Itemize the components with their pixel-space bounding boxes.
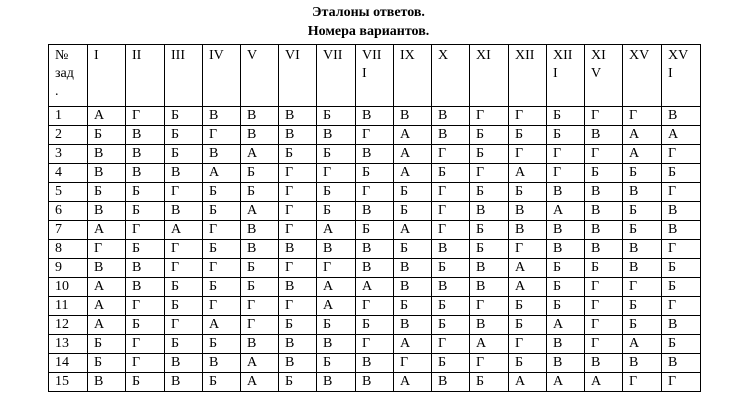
answer-cell: Б (126, 240, 165, 259)
answer-cell: В (623, 183, 662, 202)
answer-cell: А (547, 373, 585, 392)
answer-cell: В (317, 335, 356, 354)
answer-cell: Г (126, 221, 165, 240)
answer-cell: Б (432, 354, 470, 373)
answer-cell: В (356, 259, 394, 278)
answer-cell: Б (509, 316, 547, 335)
answer-cell: В (88, 373, 126, 392)
answer-cell: Б (126, 202, 165, 221)
answer-cell: В (241, 335, 279, 354)
answer-cell: А (623, 335, 662, 354)
answer-cell: А (241, 145, 279, 164)
answer-cell: А (88, 107, 126, 126)
answer-cell: А (470, 335, 509, 354)
table-row (49, 240, 701, 259)
answer-cell: Г (470, 164, 509, 183)
answer-cell: В (623, 259, 662, 278)
answer-cell: Б (241, 164, 279, 183)
answer-cell: В (470, 202, 509, 221)
answer-cell: Б (623, 164, 662, 183)
answer-cell: Б (623, 221, 662, 240)
page-title: Эталоны ответов. (312, 5, 425, 20)
answer-cell: В (356, 202, 394, 221)
answer-cell: Б (509, 354, 547, 373)
answer-cell: Г (585, 278, 623, 297)
answer-cell: В (394, 259, 432, 278)
answer-cell: А (317, 221, 356, 240)
answer-cell: А (623, 145, 662, 164)
variant-header-10: X (432, 45, 470, 107)
answer-cell: В (394, 278, 432, 297)
answer-cell: В (279, 354, 317, 373)
answer-cell: А (585, 373, 623, 392)
answer-cell: Б (126, 373, 165, 392)
answer-cell: Б (317, 145, 356, 164)
answer-cell: В (662, 107, 701, 126)
answer-cell: Б (509, 297, 547, 316)
answer-cell: В (585, 202, 623, 221)
answer-cell: Г (662, 297, 701, 316)
answer-cell: В (241, 126, 279, 145)
answer-cell: Г (165, 259, 203, 278)
answer-cell: Б (165, 335, 203, 354)
answer-cell: В (317, 373, 356, 392)
answer-cell: А (356, 278, 394, 297)
task-number-cell: 1 (49, 107, 88, 126)
answer-cell: А (88, 316, 126, 335)
task-number-cell: 10 (49, 278, 88, 297)
answer-cell: Б (432, 316, 470, 335)
answer-cell: А (88, 221, 126, 240)
task-number-cell: 11 (49, 297, 88, 316)
task-number-cell: 6 (49, 202, 88, 221)
answer-cell: Г (356, 126, 394, 145)
task-number-cell: 4 (49, 164, 88, 183)
answer-cell: В (126, 126, 165, 145)
answer-cell: В (317, 126, 356, 145)
answer-cell: Г (356, 297, 394, 316)
variant-header-2: II (126, 45, 165, 107)
answer-cell: А (394, 221, 432, 240)
answer-cell: А (509, 278, 547, 297)
answer-cell: Г (470, 297, 509, 316)
task-number-cell: 7 (49, 221, 88, 240)
answer-cell: Г (662, 240, 701, 259)
answer-cell: В (165, 164, 203, 183)
answer-cell: Б (662, 259, 701, 278)
task-number-cell: 2 (49, 126, 88, 145)
answer-cell: Б (165, 107, 203, 126)
answer-cell: Г (165, 316, 203, 335)
task-number-cell: 3 (49, 145, 88, 164)
answer-cell: Б (470, 373, 509, 392)
answer-cell: А (394, 126, 432, 145)
answer-cell: В (547, 335, 585, 354)
variant-header-11: XI (470, 45, 509, 107)
answer-cell: Г (356, 335, 394, 354)
task-number-cell: 9 (49, 259, 88, 278)
answer-cell: Б (394, 240, 432, 259)
answer-cell: Г (126, 107, 165, 126)
answer-cell: Г (165, 183, 203, 202)
answer-cell: Г (547, 145, 585, 164)
answer-cell: Б (470, 183, 509, 202)
answer-cell: В (203, 145, 241, 164)
answer-cell: В (585, 126, 623, 145)
answer-cell: Г (470, 354, 509, 373)
answer-cell: Г (432, 221, 470, 240)
answer-cell: В (432, 373, 470, 392)
answer-cell: Б (165, 126, 203, 145)
variant-header-7: VII (317, 45, 356, 107)
answer-cell: В (547, 354, 585, 373)
answer-cell: Б (662, 164, 701, 183)
answer-cell: Б (623, 297, 662, 316)
answer-cell: Б (203, 278, 241, 297)
answer-cell: Г (279, 202, 317, 221)
answer-cell: В (547, 221, 585, 240)
answer-cell: Б (317, 202, 356, 221)
answer-cell: А (317, 297, 356, 316)
answer-cell: А (203, 164, 241, 183)
answer-cell: Б (547, 107, 585, 126)
answer-cell: В (394, 107, 432, 126)
answer-cell: А (317, 278, 356, 297)
table-row (49, 107, 701, 126)
answer-cell: В (126, 278, 165, 297)
answer-cell: Г (432, 183, 470, 202)
answer-cell: Б (547, 297, 585, 316)
answer-cell: Г (394, 354, 432, 373)
answer-cell: Б (126, 316, 165, 335)
table-row (49, 373, 701, 392)
table-row (49, 145, 701, 164)
answer-cell: Б (432, 164, 470, 183)
task-number-cell: 8 (49, 240, 88, 259)
answer-cell: В (88, 202, 126, 221)
answer-cell: Б (317, 316, 356, 335)
table-row (49, 354, 701, 373)
variant-header-15: XV (623, 45, 662, 107)
answer-cell: В (509, 221, 547, 240)
task-number-cell: 14 (49, 354, 88, 373)
answer-cell: Г (279, 297, 317, 316)
answer-cell: Б (547, 259, 585, 278)
answer-cell: Б (279, 373, 317, 392)
answer-cell: Б (585, 164, 623, 183)
answer-cell: Б (356, 316, 394, 335)
header-row (49, 45, 701, 107)
table-row (49, 335, 701, 354)
answer-cell: В (279, 335, 317, 354)
answer-cell: Г (432, 202, 470, 221)
answer-cell: Б (470, 126, 509, 145)
answer-cell: А (88, 297, 126, 316)
answer-cell: В (165, 202, 203, 221)
answer-cell: В (356, 107, 394, 126)
variant-header-13: XII I (547, 45, 585, 107)
answer-cell: Б (88, 335, 126, 354)
answer-cell: Б (241, 278, 279, 297)
answer-cell: Г (432, 145, 470, 164)
answer-cell: А (662, 126, 701, 145)
answer-cell: А (509, 373, 547, 392)
answer-cell: Б (317, 354, 356, 373)
table-row (49, 183, 701, 202)
answer-cell: Б (585, 259, 623, 278)
answer-cell: Г (241, 316, 279, 335)
table-row (49, 259, 701, 278)
answer-cell: Г (203, 126, 241, 145)
answer-cell: Б (279, 316, 317, 335)
answer-cell: В (432, 107, 470, 126)
answer-cell: В (126, 164, 165, 183)
variant-header-16: XV I (662, 45, 701, 107)
answer-cell: Б (88, 183, 126, 202)
answer-cell: В (356, 240, 394, 259)
variant-header-9: IX (394, 45, 432, 107)
answer-cell: Г (547, 164, 585, 183)
variant-header-3: III (165, 45, 203, 107)
answer-cell: В (203, 354, 241, 373)
answer-cell: В (662, 202, 701, 221)
table-row (49, 316, 701, 335)
answer-cell: В (317, 240, 356, 259)
answer-cell: Б (88, 126, 126, 145)
answer-cell: Г (126, 354, 165, 373)
answer-cell: Г (432, 335, 470, 354)
answer-cell: В (356, 354, 394, 373)
answer-cell: Б (356, 221, 394, 240)
answer-cell: Б (126, 183, 165, 202)
answer-cell: Б (165, 278, 203, 297)
answer-cell: Г (509, 335, 547, 354)
answer-cell: Б (203, 240, 241, 259)
answer-cell: Б (356, 164, 394, 183)
variant-header-14: XI V (585, 45, 623, 107)
answer-cell: Б (470, 145, 509, 164)
answer-cell: Б (432, 297, 470, 316)
answer-cell: Б (470, 221, 509, 240)
answer-cell: Б (317, 183, 356, 202)
answer-cell: В (547, 240, 585, 259)
answer-cell: А (547, 202, 585, 221)
answer-cell: В (432, 278, 470, 297)
variant-header-6: VI (279, 45, 317, 107)
answer-cell: Г (585, 107, 623, 126)
answer-cell: А (394, 164, 432, 183)
table-row (49, 278, 701, 297)
page-subtitle: Номера вариантов. (307, 24, 430, 39)
answer-cell: В (279, 107, 317, 126)
table-row (49, 297, 701, 316)
answer-cell: Б (662, 278, 701, 297)
answer-cell: Г (279, 183, 317, 202)
task-number-cell: 5 (49, 183, 88, 202)
answer-cell: Б (317, 107, 356, 126)
answer-cell: В (662, 221, 701, 240)
task-number-header: № зад . (49, 45, 88, 107)
answer-cell: А (623, 126, 662, 145)
answer-cell: В (126, 259, 165, 278)
variant-header-8: VII I (356, 45, 394, 107)
answer-cell: В (585, 183, 623, 202)
answer-cell: Г (279, 221, 317, 240)
answer-cell: В (470, 259, 509, 278)
answer-cell: В (623, 240, 662, 259)
task-number-cell: 15 (49, 373, 88, 392)
answer-cell: В (279, 126, 317, 145)
answer-cell: В (662, 316, 701, 335)
answer-cell: Г (509, 107, 547, 126)
answer-cell: Г (662, 183, 701, 202)
answer-cell: А (241, 354, 279, 373)
table-row (49, 164, 701, 183)
answer-cell: Б (394, 183, 432, 202)
answer-cell: Г (585, 335, 623, 354)
answer-cell: В (88, 259, 126, 278)
task-number-cell: 12 (49, 316, 88, 335)
answer-cell: Г (470, 107, 509, 126)
answer-cell: В (279, 240, 317, 259)
variant-header-5: V (241, 45, 279, 107)
answer-cell: В (241, 240, 279, 259)
variant-header-12: XII (509, 45, 547, 107)
answer-cell: Г (585, 145, 623, 164)
answer-cell: В (126, 145, 165, 164)
answer-cell: Г (623, 373, 662, 392)
answer-cell: Г (662, 373, 701, 392)
answer-cell: Г (279, 164, 317, 183)
answer-cell: Г (585, 316, 623, 335)
table-row (49, 126, 701, 145)
answer-cell: Б (203, 335, 241, 354)
answer-cell: В (470, 278, 509, 297)
answer-cell: Г (165, 240, 203, 259)
answer-cell: А (509, 164, 547, 183)
answer-cell: Г (317, 259, 356, 278)
answer-cell: В (509, 202, 547, 221)
answer-cell: Г (203, 259, 241, 278)
answer-cell: Г (126, 335, 165, 354)
answer-cell: В (279, 278, 317, 297)
answer-cell: Г (126, 297, 165, 316)
answer-cell: А (241, 373, 279, 392)
answer-cell: В (585, 221, 623, 240)
answer-cell: В (356, 373, 394, 392)
answer-cell: В (585, 354, 623, 373)
answer-cell: В (165, 354, 203, 373)
answer-cell: Б (165, 145, 203, 164)
answer-cell: Г (623, 107, 662, 126)
answer-cell: Б (203, 373, 241, 392)
answer-cell: Б (394, 202, 432, 221)
answer-cell: А (203, 316, 241, 335)
answer-cell: Г (279, 259, 317, 278)
table-row (49, 202, 701, 221)
answer-cell: Г (241, 297, 279, 316)
answer-cell: В (394, 316, 432, 335)
answer-key-table (48, 44, 701, 392)
answer-cell: Г (509, 240, 547, 259)
answer-cell: Б (470, 240, 509, 259)
answer-cell: В (432, 126, 470, 145)
answer-cell: Б (432, 259, 470, 278)
answer-cell: В (165, 373, 203, 392)
answer-cell: А (165, 221, 203, 240)
answer-cell: А (509, 259, 547, 278)
answer-cell: В (547, 183, 585, 202)
answer-cell: Б (547, 126, 585, 145)
answer-cell: Г (317, 164, 356, 183)
answer-cell: В (432, 240, 470, 259)
answer-cell: Б (203, 202, 241, 221)
answer-cell: В (241, 107, 279, 126)
answer-cell: А (241, 202, 279, 221)
answer-cell: Б (88, 354, 126, 373)
answer-cell: В (623, 354, 662, 373)
answer-cell: Г (88, 240, 126, 259)
answer-cell: Б (394, 297, 432, 316)
answer-cell: Б (509, 126, 547, 145)
answer-cell: Б (509, 183, 547, 202)
task-number-cell: 13 (49, 335, 88, 354)
answer-cell: Г (623, 278, 662, 297)
answer-cell: Г (203, 221, 241, 240)
answer-cell: Г (203, 297, 241, 316)
answer-cell: В (88, 164, 126, 183)
answer-cell: В (662, 354, 701, 373)
answer-cell: А (394, 373, 432, 392)
answer-cell: А (394, 145, 432, 164)
answer-cell: Б (241, 259, 279, 278)
answer-cell: Г (509, 145, 547, 164)
answer-cell: В (203, 107, 241, 126)
variant-header-1: I (88, 45, 126, 107)
answer-cell: Б (623, 316, 662, 335)
answer-cell: Б (203, 183, 241, 202)
variant-header-4: IV (203, 45, 241, 107)
answer-cell: А (88, 278, 126, 297)
answer-cell: Б (623, 202, 662, 221)
answer-cell: Б (165, 297, 203, 316)
answer-cell: Б (662, 335, 701, 354)
answer-cell: Г (585, 297, 623, 316)
answer-cell: А (394, 335, 432, 354)
answer-cell: В (241, 221, 279, 240)
answer-cell: А (547, 316, 585, 335)
answer-cell: Г (662, 145, 701, 164)
answer-cell: Б (241, 183, 279, 202)
answer-cell: В (356, 145, 394, 164)
answer-cell: Б (279, 145, 317, 164)
answer-cell: Б (547, 278, 585, 297)
table-row (49, 221, 701, 240)
answer-cell: В (585, 240, 623, 259)
answer-cell: Г (356, 183, 394, 202)
answer-cell: В (88, 145, 126, 164)
answer-cell: В (470, 316, 509, 335)
